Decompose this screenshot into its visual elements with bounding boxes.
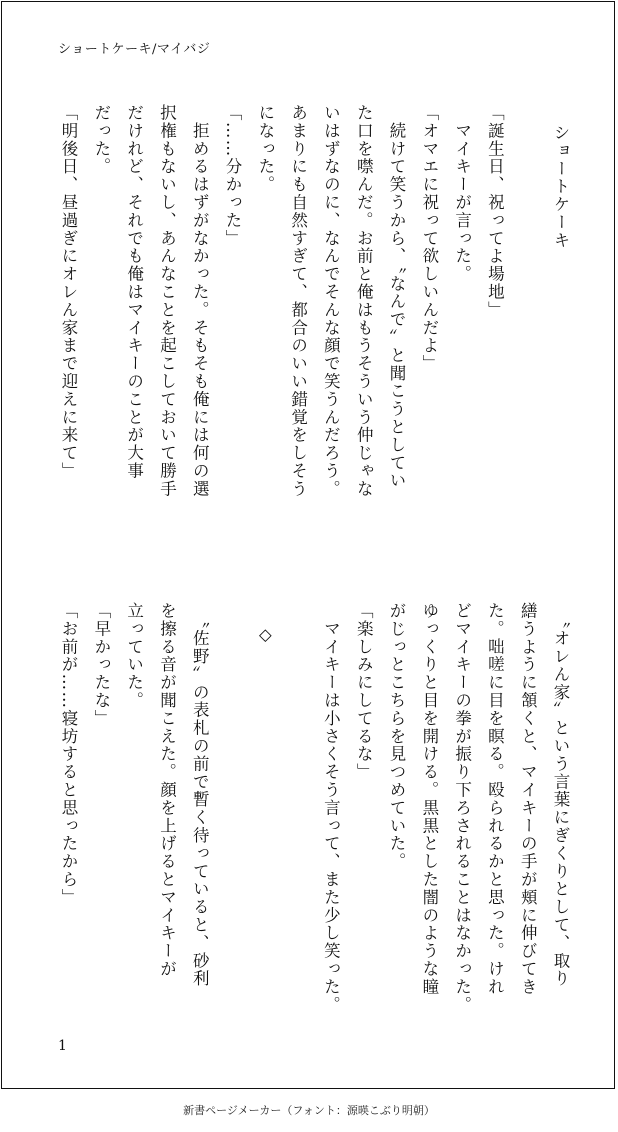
text-line: 「早かったな」: [91, 602, 111, 728]
text-line: 立っていた。: [124, 602, 144, 710]
text-line: になった。: [255, 104, 275, 194]
text-line: いはずなのに、なんでそんな顔で笑うんだろう。: [321, 104, 341, 498]
text-line: 「明後日、昼過ぎにオレん家まで迎えに来て」: [59, 104, 79, 480]
text-line: 択権もないし、あんなことを起こしておいて勝手: [157, 104, 177, 498]
text-line: 「お前が……寝坊すると思ったから」: [59, 602, 79, 907]
text-line: 拒めるはずがなかった。そもそも俺には何の選: [190, 104, 210, 498]
blank-line: [510, 104, 543, 524]
text-line: 「……分かった」: [223, 104, 243, 248]
text-line: あまりにも自然すぎて、都合のいい錯覚をしそう: [288, 104, 308, 498]
blank-line: [215, 602, 248, 1022]
page-number: 1: [58, 1038, 67, 1054]
text-line: を擦る音が聞こえた。顔を上げるとマイキーが: [157, 602, 177, 978]
text-line: た口を噤んだ。お前と俺はもうそういう仲じゃな: [354, 104, 374, 498]
text-line: 続けて笑うから、〝なんで〟と聞こうとしてい: [387, 104, 407, 490]
footer-credit: 新書ページメーカー（フォント：源暎こぶり明朝）: [183, 1104, 435, 1117]
text-line: 「誕生日、祝ってよ場地」: [485, 104, 505, 319]
text-line: た。咄嗟に目を瞑る。殴られるかと思った。けれ: [485, 602, 505, 996]
story-title: ショートケーキ: [551, 123, 570, 250]
text-line: 「楽しみにしてるな」: [354, 602, 374, 781]
running-header: ショートケーキ/マイバジ: [58, 42, 211, 57]
body-top-column-block: [52, 104, 576, 524]
text-line: 繕うように頷くと、マイキーの手が頬に伸びてき: [518, 602, 538, 996]
body-bottom-column-block: [52, 602, 576, 1022]
text-line: 〝佐野〟の表札の前で暫く待っていると、砂利: [190, 602, 210, 988]
text-line: マイキーが言った。: [452, 104, 472, 283]
text-line: ゆっくりと目を開ける。黒黒とした闇のような瞳: [419, 602, 439, 996]
text-line: マイキーは小さくそう言って、また少し笑った。: [321, 602, 341, 1014]
blank-line: [281, 602, 314, 1022]
text-line: 「オマエに祝って欲しいんだよ」: [419, 104, 439, 373]
text-line: だった。: [91, 104, 111, 176]
page-frame: [1, 1, 615, 1089]
section-break-diamond: ◇: [255, 625, 275, 646]
text-line: どマイキーの拳が振り下ろされることはなかった。: [452, 602, 472, 1014]
text-line: がじっとこちらを見つめていた。: [387, 602, 407, 871]
text-line: だけれど、それでも俺はマイキーのことが大事: [124, 104, 144, 480]
text-line: 〝オレん家〟という言葉にぎくりとして、取り: [551, 602, 570, 988]
